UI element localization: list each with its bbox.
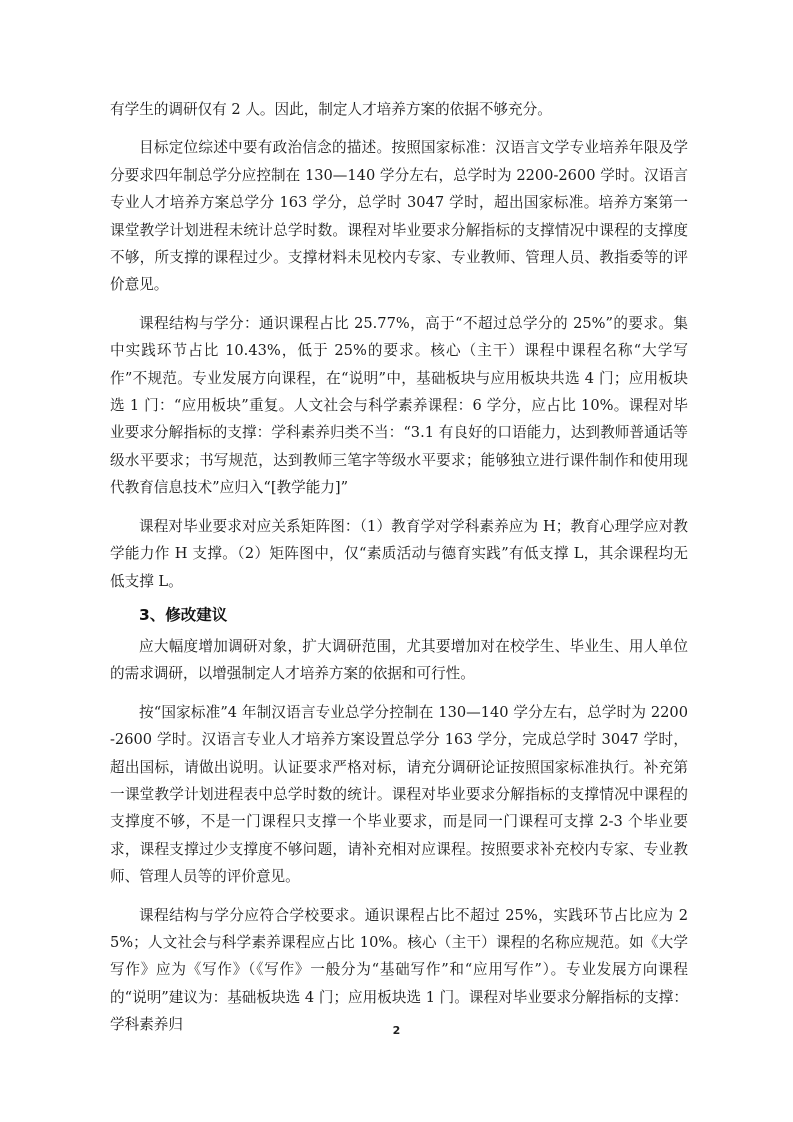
paragraph-2: 目标定位综述中要有政治信念的描述。按照国家标准：汉语言文学专业培养年限及学分要求四年制总学分应控制在 130—140 学分左右，总学时为 2200-2600 学时。汉语言专业人才培养方案总学分 163 学分，总学时 3047 学时，超出国家标准。培养方案第一课堂教学计划进程未统计总学时数。课程对毕业要求分解指标的支撑情况中课程的支撑度不够，所支撑的课程过少。支撑材料未见校内专家、专业教师、管理人员、教指委等的评价意见。 [110, 139, 688, 294]
paragraph-1: 有学生的调研仅有 2 人。因此，制定人才培养方案的依据不够充分。 [110, 101, 552, 118]
paragraph-6: 按“国家标准”4 年制汉语言专业总学分控制在 130—140 学分左右，总学时为 2200-2600 学时。汉语言专业人才培养方案设置总学分 163 学分，完成总学时 3047 学时，超出国标，请做出说明。认证要求严格对标，请充分调研论证按照国家标准执行。补充第一课堂教学计划进程表中总学时数的统计。课程对毕业要求分解指标的支撑情况中课程的支撑度不够，不是一门课程只支撑一个毕业要求，而是同一门课程可支撑 2-3 个毕业要求，课程支撑过少支撑度不够问题，请补充相对应课程。按照要求补充校内专家、专业教师、管理人员等的评价意见。 [110, 703, 688, 886]
section-heading: 3、修改建议 [139, 605, 228, 624]
paragraph-3: 课程结构与学分：通识课程占比 25.77%，高于“不超过总学分的 25%”的要求。集中实践环节占比 10.43%，低于 25%的要求。核心（主干）课程中课程名称“大学写作”不规范。专业发展方向课程，在“说明”中，基础板块与应用板块共选 4 门；应用板块选 1 门：“应用板块”重复。人文社会与科学素养课程：6 学分，应占比 10%。课程对毕业要求分解指标的支撑：学科素养归类不当：“3.1 有良好的口语能力，达到教师普通话等级水平要求；书写规范，达到教师三笔字等级水平要求；能够独立进行课件制作和使用现代教育信息技术”应归入“[教学能力]” [110, 314, 688, 497]
document-body [110, 96, 688, 1039]
paragraph-4: 课程对毕业要求对应关系矩阵图：（1）教育学对学科素养应为 H；教育心理学应对教学能力作 H 支撑。（2）矩阵图中，仅“素质活动与德育实践”有低支撑 L，其余课程均无低支撑 L。 [110, 517, 688, 590]
paragraph-5: 应大幅度增加调研对象，扩大调研范围，尤其要增加对在校学生、毕业生、用人单位的需求调研，以增强制定人才培养方案的依据和可行性。 [110, 637, 688, 683]
page-number: 2 [392, 1024, 401, 1037]
paragraph-7: 课程结构与学分应符合学校要求。通识课程占比不超过 25%，实践环节占比应为 25%；人文社会与科学素养课程应占比 10%。核心（主干）课程的名称应规范。如《大学写作》应为《写作》（《写作》一般分为“基础写作”和“应用写作”）。专业发展方向课程的“说明”建议为：基础板块选 4 门；应用板块选 1 门。课程对毕业要求分解指标的支撑：学科素养归 [110, 906, 688, 1034]
